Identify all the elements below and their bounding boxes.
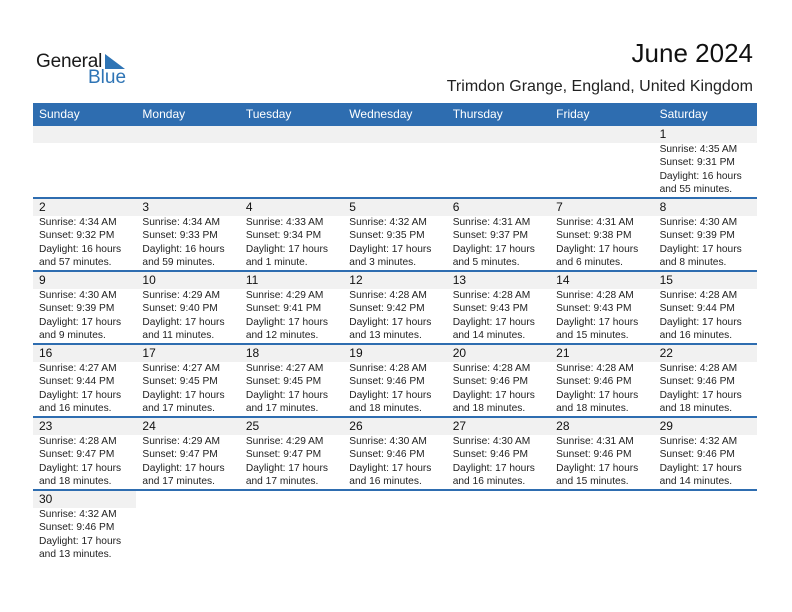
- sunrise-text: Sunrise: 4:30 AM: [39, 290, 117, 301]
- day-cell: [654, 143, 757, 197]
- day-cell: [654, 435, 757, 489]
- details-row: [33, 362, 757, 416]
- day-cell: [136, 143, 239, 197]
- logo-text-blue: Blue: [88, 67, 127, 88]
- sunset-text: Sunset: 9:31 PM: [659, 157, 735, 169]
- weekday-friday: Friday: [556, 107, 590, 121]
- daylight-text: Daylight: 17 hours: [142, 462, 225, 474]
- day-cell: [447, 435, 550, 489]
- daylight-text: Daylight: 17 hours: [39, 535, 122, 547]
- sunrise-text: Sunrise: 4:28 AM: [349, 363, 427, 374]
- day-cell: [343, 362, 446, 416]
- day-cell: [240, 143, 343, 197]
- day-number: 27: [452, 419, 467, 433]
- sunrise-text: Sunrise: 4:27 AM: [245, 363, 324, 374]
- sunset-text: Sunset: 9:43 PM: [556, 303, 632, 315]
- day-number: 24: [142, 419, 156, 433]
- day-cell: [136, 435, 239, 489]
- day-number: 21: [556, 346, 570, 360]
- weeks-container: [33, 126, 757, 562]
- sunset-text: Sunset: 9:32 PM: [39, 230, 115, 242]
- sunset-text: Sunset: 9:34 PM: [245, 230, 322, 242]
- day-cell: [550, 143, 653, 197]
- day-cell: [343, 216, 446, 270]
- sunset-text: Sunset: 9:45 PM: [245, 376, 322, 388]
- minutes-text: and 3 minutes.: [349, 257, 417, 269]
- sunrise-text: Sunrise: 4:33 AM: [245, 217, 324, 228]
- sunset-text: Sunset: 9:46 PM: [349, 449, 425, 461]
- daylight-text: Daylight: 17 hours: [39, 389, 122, 401]
- sunset-text: Sunset: 9:33 PM: [142, 230, 218, 242]
- day-cell: [447, 362, 550, 416]
- day-cell: [240, 289, 343, 343]
- sunset-text: Sunset: 9:46 PM: [349, 376, 425, 388]
- weekday-header: [33, 103, 757, 126]
- sunrise-text: Sunrise: 4:27 AM: [142, 363, 221, 374]
- sunrise-text: Sunrise: 4:31 AM: [556, 217, 634, 228]
- minutes-text: and 18 minutes.: [452, 403, 526, 415]
- week-row: [33, 270, 757, 343]
- daylight-text: Daylight: 17 hours: [659, 316, 742, 328]
- day-cell: [33, 289, 136, 343]
- minutes-text: and 15 minutes.: [556, 330, 629, 342]
- sunrise-text: Sunrise: 4:29 AM: [142, 290, 221, 301]
- details-row: [33, 289, 757, 343]
- day-number: 6: [452, 200, 460, 214]
- minutes-text: and 15 minutes.: [556, 476, 629, 488]
- details-row: [33, 216, 757, 270]
- day-number: 25: [245, 419, 260, 433]
- date-strip: [33, 345, 757, 362]
- day-cell: [33, 362, 136, 416]
- sunrise-text: Sunrise: 4:28 AM: [452, 363, 531, 374]
- sunrise-text: Sunrise: 4:30 AM: [349, 436, 427, 447]
- day-number: 23: [39, 419, 53, 433]
- weekday-sunday: Sunday: [39, 107, 80, 121]
- daylight-text: Daylight: 17 hours: [39, 462, 122, 474]
- daylight-text: Daylight: 17 hours: [556, 316, 639, 328]
- sunset-text: Sunset: 9:46 PM: [659, 449, 735, 461]
- day-number: 10: [142, 273, 156, 287]
- day-number: 14: [556, 273, 570, 287]
- day-cell: [447, 143, 550, 197]
- sunset-text: Sunset: 9:43 PM: [452, 303, 529, 315]
- daylight-text: Daylight: 17 hours: [245, 243, 328, 255]
- minutes-text: and 12 minutes.: [245, 330, 319, 342]
- sunset-text: Sunset: 9:44 PM: [39, 376, 115, 388]
- minutes-text: and 9 minutes.: [39, 330, 106, 342]
- date-strip: [33, 418, 757, 435]
- day-number: 5: [349, 200, 356, 214]
- day-cell: [240, 435, 343, 489]
- day-number: 1: [659, 127, 667, 141]
- day-cell: [447, 216, 550, 270]
- daylight-text: Daylight: 17 hours: [142, 316, 225, 328]
- minutes-text: and 11 minutes.: [142, 330, 215, 342]
- sunrise-text: Sunrise: 4:29 AM: [245, 290, 324, 301]
- sunrise-text: Sunrise: 4:34 AM: [142, 217, 221, 228]
- day-cell: [33, 216, 136, 270]
- sunrise-text: Sunrise: 4:29 AM: [245, 436, 324, 447]
- date-strip: [33, 272, 757, 289]
- minutes-text: and 18 minutes.: [39, 476, 112, 488]
- daylight-text: Daylight: 17 hours: [452, 389, 535, 401]
- day-number: [240, 126, 343, 143]
- minutes-text: and 8 minutes.: [659, 257, 727, 269]
- location-subtitle: Trimdon Grange, England, United Kingdom: [446, 78, 753, 95]
- logo: [36, 51, 136, 91]
- day-number: 11: [245, 273, 259, 287]
- daylight-text: Daylight: 16 hours: [39, 243, 122, 255]
- sunset-text: Sunset: 9:45 PM: [142, 376, 218, 388]
- minutes-text: and 18 minutes.: [659, 403, 733, 415]
- minutes-text: and 18 minutes.: [556, 403, 629, 415]
- day-number: 20: [452, 346, 467, 360]
- sunset-text: Sunset: 9:46 PM: [452, 449, 529, 461]
- daylight-text: Daylight: 17 hours: [349, 462, 432, 474]
- sunrise-text: Sunrise: 4:28 AM: [659, 290, 738, 301]
- day-number: 8: [659, 200, 667, 214]
- date-strip: [33, 491, 757, 508]
- minutes-text: and 17 minutes.: [142, 403, 215, 415]
- minutes-text: and 16 minutes.: [452, 476, 526, 488]
- day-cell: [136, 216, 239, 270]
- day-cell: [447, 289, 550, 343]
- sunset-text: Sunset: 9:46 PM: [556, 376, 632, 388]
- daylight-text: Daylight: 17 hours: [349, 316, 432, 328]
- daylight-text: Daylight: 17 hours: [452, 243, 535, 255]
- weekday-tuesday: Tuesday: [245, 107, 292, 121]
- day-number: [447, 126, 550, 143]
- sunrise-text: Sunrise: 4:31 AM: [452, 217, 531, 228]
- daylight-text: Daylight: 17 hours: [452, 462, 535, 474]
- daylight-text: Daylight: 17 hours: [245, 389, 328, 401]
- minutes-text: and 16 minutes.: [39, 403, 112, 415]
- day-cell: [33, 508, 136, 562]
- sunrise-text: Sunrise: 4:32 AM: [659, 436, 738, 447]
- date-strip: [33, 199, 757, 216]
- sunset-text: Sunset: 9:46 PM: [452, 376, 529, 388]
- daylight-text: Daylight: 17 hours: [556, 389, 639, 401]
- sunset-text: Sunset: 9:37 PM: [452, 230, 529, 242]
- sunrise-text: Sunrise: 4:28 AM: [556, 290, 634, 301]
- weekday-saturday: Saturday: [659, 107, 708, 121]
- minutes-text: and 17 minutes.: [245, 476, 319, 488]
- minutes-text: and 14 minutes.: [452, 330, 526, 342]
- day-cell: [550, 435, 653, 489]
- sunrise-text: Sunrise: 4:32 AM: [349, 217, 427, 228]
- details-row: [33, 143, 757, 197]
- sunrise-text: Sunrise: 4:31 AM: [556, 436, 634, 447]
- daylight-text: Daylight: 17 hours: [349, 389, 432, 401]
- daylight-text: Daylight: 17 hours: [142, 389, 225, 401]
- week-row: [33, 343, 757, 416]
- daylight-text: Daylight: 17 hours: [659, 389, 742, 401]
- day-number: 17: [142, 346, 156, 360]
- day-cell: [136, 362, 239, 416]
- day-number: 3: [142, 200, 150, 214]
- weekday-thursday: Thursday: [452, 107, 503, 121]
- day-number: 12: [349, 273, 363, 287]
- sunrise-text: Sunrise: 4:28 AM: [349, 290, 427, 301]
- day-number: 22: [659, 346, 673, 360]
- minutes-text: and 59 minutes.: [142, 257, 215, 269]
- week-row: [33, 197, 757, 270]
- sunset-text: Sunset: 9:38 PM: [556, 230, 632, 242]
- week-row: [33, 416, 757, 489]
- sunset-text: Sunset: 9:46 PM: [39, 522, 115, 534]
- day-cell: [343, 143, 446, 197]
- day-number: [343, 126, 446, 143]
- details-row: [33, 508, 757, 562]
- minutes-text: and 57 minutes.: [39, 257, 112, 269]
- daylight-text: Daylight: 17 hours: [659, 462, 742, 474]
- minutes-text: and 1 minute.: [245, 257, 308, 269]
- daylight-text: Daylight: 16 hours: [659, 170, 742, 182]
- sunset-text: Sunset: 9:46 PM: [659, 376, 735, 388]
- sunrise-text: Sunrise: 4:30 AM: [659, 217, 738, 228]
- minutes-text: and 14 minutes.: [659, 476, 733, 488]
- minutes-text: and 16 minutes.: [349, 476, 422, 488]
- day-number: 4: [245, 200, 253, 214]
- sunrise-text: Sunrise: 4:28 AM: [556, 363, 634, 374]
- minutes-text: and 5 minutes.: [452, 257, 520, 269]
- day-cell: [654, 362, 757, 416]
- empty-strip: [136, 491, 757, 508]
- day-cell: [343, 435, 446, 489]
- sunrise-text: Sunrise: 4:28 AM: [452, 290, 531, 301]
- day-number: [550, 126, 653, 143]
- day-cell: [550, 289, 653, 343]
- sunrise-text: Sunrise: 4:32 AM: [39, 509, 117, 520]
- day-cell: [550, 216, 653, 270]
- day-number: 19: [349, 346, 363, 360]
- logo-text-general: General: [36, 51, 103, 72]
- day-cell: [654, 216, 757, 270]
- minutes-text: and 13 minutes.: [349, 330, 422, 342]
- day-number: 18: [245, 346, 260, 360]
- minutes-text: and 18 minutes.: [349, 403, 422, 415]
- day-cell: [654, 289, 757, 343]
- minutes-text: and 55 minutes.: [659, 184, 733, 196]
- sunset-text: Sunset: 9:44 PM: [659, 303, 735, 315]
- sunset-text: Sunset: 9:35 PM: [349, 230, 425, 242]
- day-cell: [343, 289, 446, 343]
- daylight-text: Daylight: 17 hours: [659, 243, 742, 255]
- daylight-text: Daylight: 16 hours: [142, 243, 225, 255]
- sunset-text: Sunset: 9:39 PM: [39, 303, 115, 315]
- day-number: [33, 126, 136, 143]
- day-number: [136, 126, 239, 143]
- sunset-text: Sunset: 9:47 PM: [245, 449, 322, 461]
- sunrise-text: Sunrise: 4:35 AM: [659, 144, 738, 155]
- sunset-text: Sunset: 9:42 PM: [349, 303, 425, 315]
- week-row: [33, 489, 757, 562]
- daylight-text: Daylight: 17 hours: [452, 316, 535, 328]
- day-cell: [240, 362, 343, 416]
- day-number: 9: [39, 273, 46, 287]
- day-cell: [240, 216, 343, 270]
- day-cell: [550, 362, 653, 416]
- sunrise-text: Sunrise: 4:28 AM: [39, 436, 117, 447]
- day-cell: [33, 435, 136, 489]
- day-number: 13: [452, 273, 467, 287]
- minutes-text: and 6 minutes.: [556, 257, 623, 269]
- day-cell: [33, 143, 136, 197]
- day-number: 15: [659, 273, 673, 287]
- details-row: [33, 435, 757, 489]
- date-strip: [33, 126, 757, 143]
- daylight-text: Daylight: 17 hours: [556, 243, 639, 255]
- daylight-text: Daylight: 17 hours: [245, 316, 328, 328]
- sunset-text: Sunset: 9:41 PM: [245, 303, 322, 315]
- sunrise-text: Sunrise: 4:28 AM: [659, 363, 738, 374]
- weekday-monday: Monday: [142, 107, 186, 121]
- sunset-text: Sunset: 9:39 PM: [659, 230, 735, 242]
- day-number: 29: [659, 419, 673, 433]
- sunrise-text: Sunrise: 4:30 AM: [452, 436, 531, 447]
- day-number: 30: [39, 492, 53, 506]
- day-number: 16: [39, 346, 53, 360]
- calendar: [33, 103, 757, 562]
- day-cell: [136, 289, 239, 343]
- minutes-text: and 16 minutes.: [659, 330, 733, 342]
- week-row: [33, 126, 757, 197]
- sunrise-text: Sunrise: 4:27 AM: [39, 363, 117, 374]
- day-number: 26: [349, 419, 363, 433]
- sunrise-text: Sunrise: 4:34 AM: [39, 217, 117, 228]
- sunset-text: Sunset: 9:47 PM: [39, 449, 115, 461]
- day-number: 2: [39, 200, 46, 214]
- minutes-text: and 13 minutes.: [39, 549, 112, 561]
- page-title: June 2024: [631, 38, 753, 68]
- sunset-text: Sunset: 9:46 PM: [556, 449, 632, 461]
- minutes-text: and 17 minutes.: [142, 476, 215, 488]
- weekday-wednesday: Wednesday: [349, 107, 413, 121]
- minutes-text: and 17 minutes.: [245, 403, 319, 415]
- daylight-text: Daylight: 17 hours: [39, 316, 122, 328]
- sunset-text: Sunset: 9:47 PM: [142, 449, 218, 461]
- day-number: 7: [556, 200, 563, 214]
- day-number: 28: [556, 419, 570, 433]
- sunset-text: Sunset: 9:40 PM: [142, 303, 218, 315]
- daylight-text: Daylight: 17 hours: [556, 462, 639, 474]
- sunrise-text: Sunrise: 4:29 AM: [142, 436, 221, 447]
- daylight-text: Daylight: 17 hours: [245, 462, 328, 474]
- daylight-text: Daylight: 17 hours: [349, 243, 432, 255]
